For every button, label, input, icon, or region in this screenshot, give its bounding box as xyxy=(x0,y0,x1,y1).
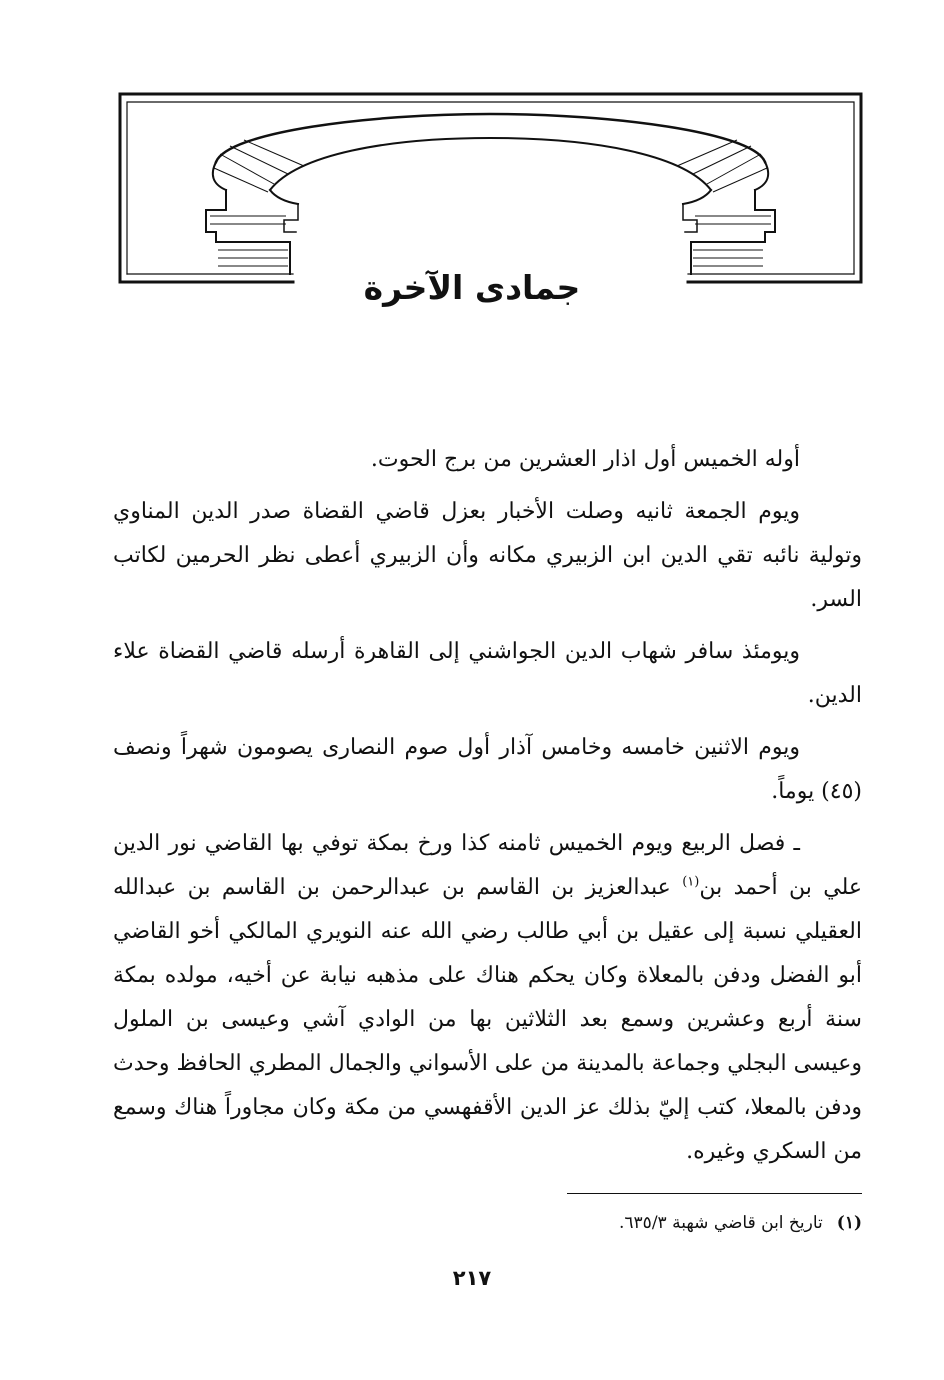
footnote xyxy=(400,1208,862,1238)
paragraph xyxy=(113,822,862,1174)
main-text xyxy=(113,438,862,1182)
footnote-reference[interactable]: (١) xyxy=(682,874,700,890)
footnote-divider xyxy=(567,1193,862,1194)
page-number: ٢١٧ xyxy=(452,1266,492,1290)
chapter-title: جمادى الآخرة xyxy=(363,268,581,307)
footnote-text: تاريخ ابن قاضي شهبة ٦٣٥/٣. xyxy=(619,1213,823,1233)
arch-frame-ornament xyxy=(118,92,863,287)
paragraph: ويوم الاثنين خامسه وخامس آذار أول صوم النصارى يصومون شهراً ونصف (٤٥) يوماً. xyxy=(113,735,862,804)
paragraph-text: ـ فصل الربيع ويوم الخميس ثامنه كذا ورخ بمكة توفي بها القاضي نور الدين علي بن أحمد بن xyxy=(113,831,863,900)
footnote-number: (١) xyxy=(836,1213,862,1233)
paragraph: ويومئذ سافر شهاب الدين الجواشني إلى القاهرة أرسله قاضي القضاة علاء الدين. xyxy=(113,639,862,708)
paragraph: ويوم الجمعة ثانيه وصلت الأخبار بعزل قاضي القضاة صدر الدين المناوي وتولية نائبه تقي الدين ابن الزبيري مكانه وأن الزبيري أعطى نظر الحرمين لكاتب السر. xyxy=(113,499,862,612)
paragraph: أوله الخميس أول اذار العشرين من برج الحوت. xyxy=(370,447,800,472)
paragraph-text: عبدالعزيز بن القاسم بن عبدالرحمن بن القاسم بن عبدالله العقيلي نسبة إلى عقيل بن أبي طالب رضي الله عنه النويري المالكي أخو القاضي أبو الفضل ودفن بالمعلاة وكان يحكم هناك على مذهبه نيابة عن أخيه، مولده بمكة سنة أربع وعشرين وسمع بعد الثلاثين بها من الوادي آشي وعيسى بن الملول وعيسى البجلي وجماعة بالمدينة من على الأسواني والجمال المطري الحافظ وحدث ودفن بالمعلا، كتب إليّ بذلك عز الدين الأقفهسي من مكة وكان مجاوراً هناك وسمع من السكري وغيره. xyxy=(113,875,862,1164)
